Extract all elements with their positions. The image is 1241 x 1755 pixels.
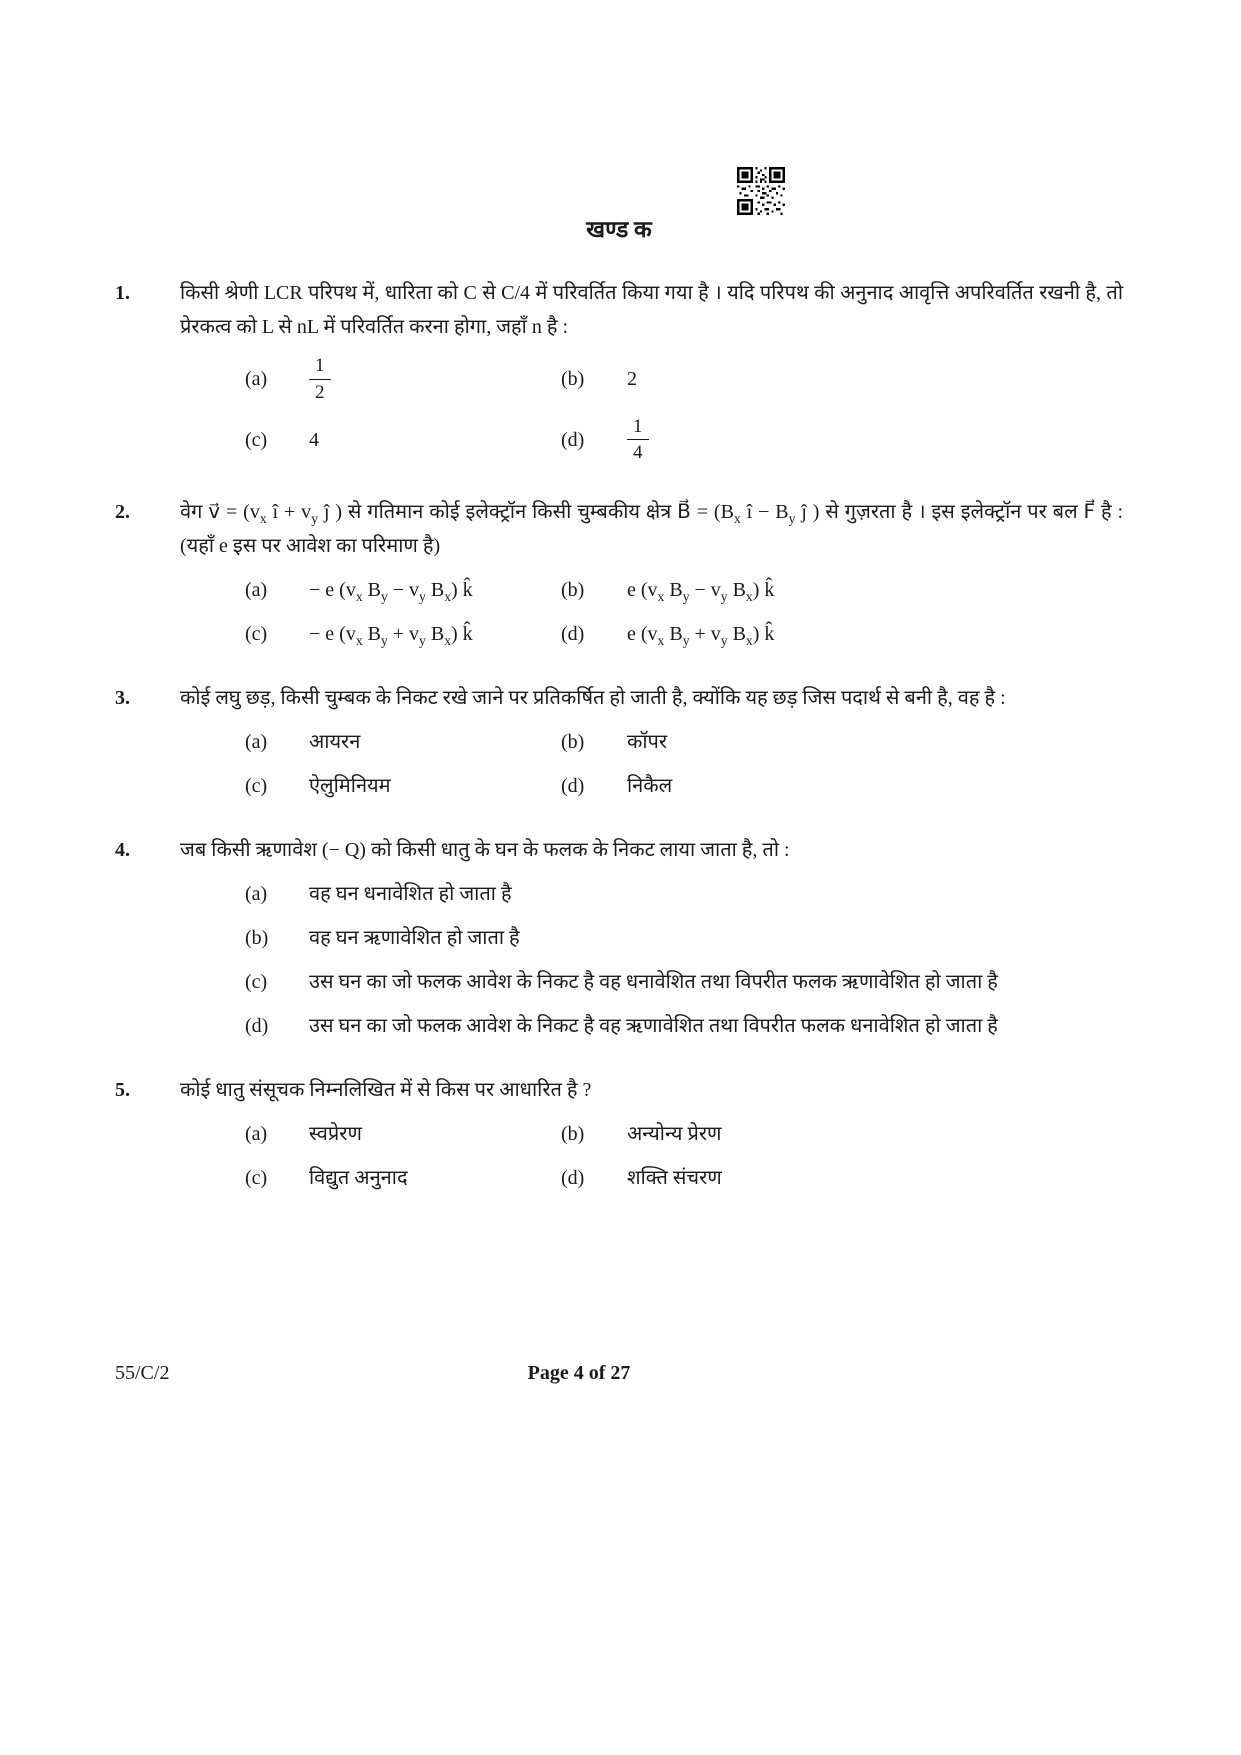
option-value: उस घन का जो फलक आवेश के निकट है वह धनावेशित तथा विपरीत फलक ऋणावेशित हो जाता है (309, 971, 998, 993)
question-2-text: वेग v⃗ = ($v_x$ î + $v_y$ ĵ ) से गतिमान कोई इलेक्ट्रॉन किसी चुम्बकीय क्षेत्र B⃗ = ($B_x$ î − $B_y$ ĵ ) से गुज़रता है । इस इलेक्ट्रॉन पर बल F⃗ है : (यहाँ e इस पर आवेश का परिमाण है) (180, 501, 1124, 557)
option-label: (a) (245, 368, 268, 391)
option-label: (c) (245, 775, 268, 797)
question-4-text: जब किसी ऋणावेश (− Q) को किसी धातु के घन के फलक के निकट लाया जाता है, तो : (180, 839, 790, 861)
option-label: (a) (245, 579, 268, 601)
option-label: (d) (561, 1167, 585, 1189)
section-heading: खण्ड क (586, 217, 652, 242)
option-label: (d) (561, 623, 585, 645)
question-2 (115, 495, 1123, 651)
option-label: (d) (561, 775, 585, 797)
question-2-number: 2. (115, 501, 130, 523)
option-label: (a) (245, 883, 268, 905)
question-3-number: 3. (115, 687, 130, 709)
question-5-text: कोई धातु संसूचक निम्नलिखित में से किस पर आधारित है ? (180, 1079, 592, 1101)
option-value: $\frac{1}{4}$ (627, 415, 1123, 466)
option-label: (c) (245, 623, 268, 645)
question-1-options (245, 354, 1123, 465)
question-5-number: 5. (115, 1079, 130, 1101)
question-1-body (180, 276, 1123, 465)
option-value: आयरन (309, 731, 361, 753)
page-indicator: Page 4 of 27 (527, 1362, 631, 1384)
option-value: ऐलुमिनियम (309, 775, 391, 797)
option-label: (b) (561, 368, 585, 391)
question-5-options (245, 1117, 1123, 1195)
question-1-number: 1. (115, 282, 130, 304)
question-2-body (180, 495, 1123, 651)
question-4 (115, 833, 1123, 1043)
option-value: − e ($v_x$ $B_y - v_y$ $B_x$) k̂ (309, 579, 473, 604)
option-label: (a) (245, 731, 268, 753)
option-label: (b) (561, 731, 585, 753)
option-value: $\frac{1}{2}$ (309, 354, 561, 405)
question-3-options (245, 725, 1123, 803)
question-5 (115, 1073, 1123, 1195)
option-label: (c) (245, 971, 268, 993)
option-value: 4 (309, 428, 319, 451)
option-value: वह घन ऋणावेशित हो जाता है (309, 927, 520, 949)
question-list (115, 276, 1123, 1195)
option-label: (d) (561, 428, 585, 451)
option-value: e ($v_x$ $B_y - v_y$ $B_x$) k̂ (627, 579, 775, 604)
option-value: निकैल (627, 775, 673, 797)
question-3-text: कोई लघु छड़, किसी चुम्बक के निकट रखे जाने पर प्रतिकर्षित हो जाती है, क्योंकि यह छड़ जिस पदार्थ से बनी है, वह है : (180, 687, 1006, 709)
qr-code (737, 167, 785, 215)
option-label: (b) (245, 927, 269, 949)
option-value: स्वप्रेरण (309, 1123, 362, 1145)
question-2-options (245, 573, 1123, 651)
question-1-text: किसी श्रेणी LCR परिपथ में, धारिता को C से C/4 में परिवर्तित किया गया है । यदि परिपथ की अनुनाद आवृत्ति अपरिवर्तित रखनी है, तो प्रेरकत्व को L से nL में परिवर्तित करना होगा, जहाँ n है : (180, 282, 1123, 338)
option-value: − e ($v_x$ $B_y + v_y$ $B_x$) k̂ (309, 623, 473, 648)
option-label: (c) (245, 1167, 268, 1189)
page-footer (115, 1362, 1123, 1392)
option-label: (a) (245, 1123, 268, 1145)
question-4-number: 4. (115, 839, 130, 861)
option-value: उस घन का जो फलक आवेश के निकट है वह ऋणावेशित तथा विपरीत फलक धनावेशित हो जाता है (309, 1015, 998, 1037)
option-value: वह घन धनावेशित हो जाता है (309, 883, 512, 905)
option-label: (b) (561, 579, 585, 601)
question-4-body (180, 833, 1123, 1043)
option-value: e ($v_x$ $B_y + v_y$ $B_x$) k̂ (627, 623, 775, 648)
option-value: अन्योन्य प्रेरण (627, 1123, 722, 1145)
paper-code: 55/C/2 (115, 1362, 170, 1384)
qr-code-image (737, 167, 785, 215)
option-value: शक्ति संचरण (627, 1167, 722, 1189)
option-value: कॉपर (627, 731, 668, 753)
option-label: (b) (561, 1123, 585, 1145)
option-value: 2 (627, 368, 637, 391)
question-5-body (180, 1073, 1123, 1195)
option-label: (d) (245, 1015, 269, 1037)
question-3 (115, 681, 1123, 803)
option-value: विद्युत अनुनाद (309, 1167, 408, 1189)
question-3-body (180, 681, 1123, 803)
question-1 (115, 276, 1123, 465)
option-label: (c) (245, 428, 268, 451)
question-4-options (245, 877, 1123, 1043)
